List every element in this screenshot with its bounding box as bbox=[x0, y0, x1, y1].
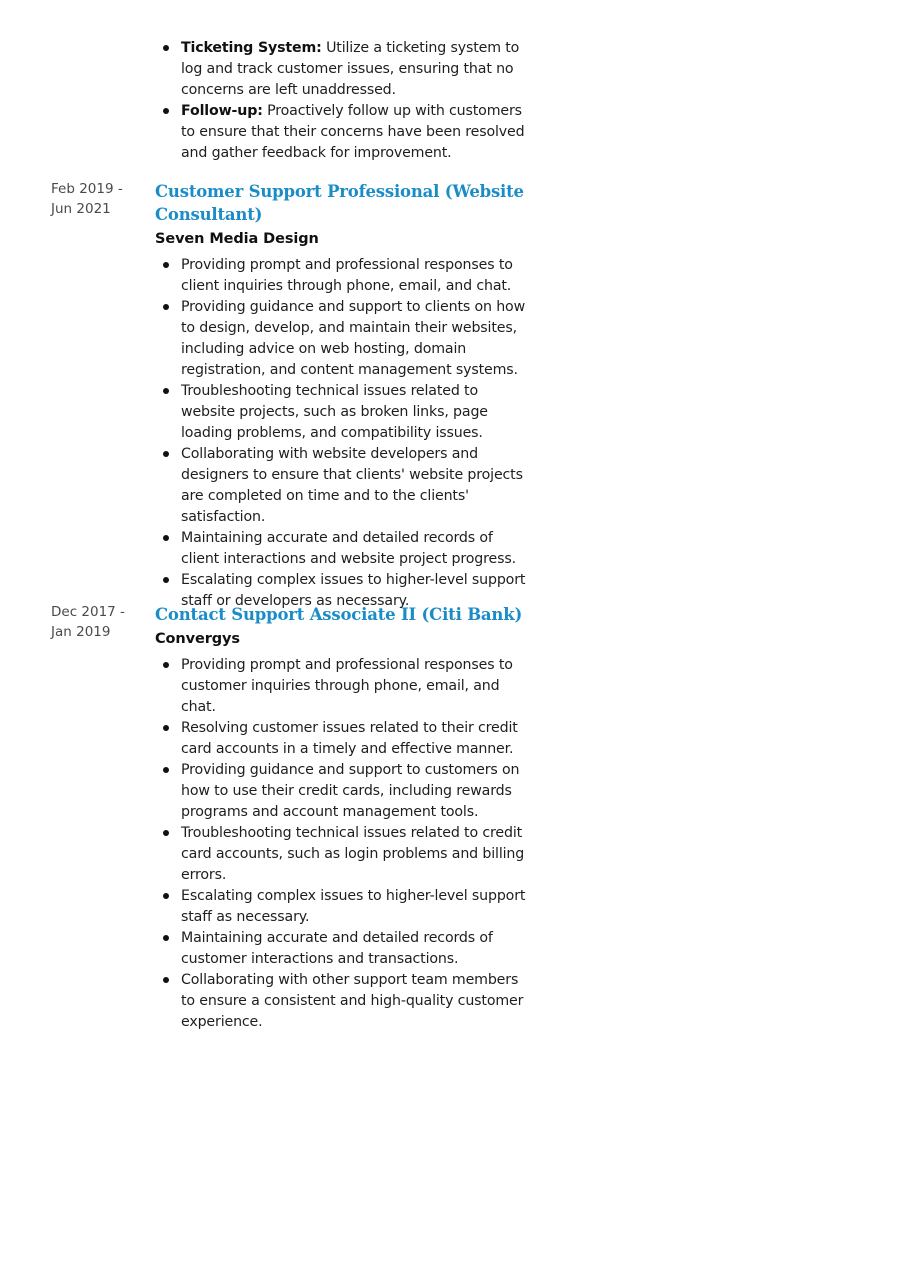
entry-body bbox=[155, 180, 535, 612]
bullet-text: Troubleshooting technical issues related to credit card accounts, such as login problems and billing errors. bbox=[181, 825, 525, 883]
continued-bullet-list bbox=[155, 38, 535, 164]
bullet-icon bbox=[163, 262, 169, 268]
date-range bbox=[51, 603, 141, 642]
bullet-icon bbox=[163, 767, 169, 773]
bullet-icon bbox=[163, 388, 169, 394]
bullet-item bbox=[155, 718, 535, 760]
date-start: Dec 2017 - bbox=[51, 604, 125, 620]
bullet-icon bbox=[163, 830, 169, 836]
bullet-text: Providing guidance and support to clients on how to design, develop, and maintain their websites, including advice on web hosting, domain registration, and content management systems. bbox=[181, 299, 526, 378]
bullet-icon bbox=[163, 451, 169, 457]
bullet-icon bbox=[163, 304, 169, 310]
bullet-text: Resolving customer issues related to their credit card accounts in a timely and effective manner. bbox=[181, 720, 518, 757]
bullet-text: Collaborating with website developers and designers to ensure that clients' website projects are completed on time and to the clients' satisfaction. bbox=[181, 446, 523, 525]
bullet-text: Escalating complex issues to higher-level support staff or developers as necessary. bbox=[181, 572, 526, 609]
date-end: Jun 2021 bbox=[51, 200, 111, 217]
bullet-icon bbox=[163, 535, 169, 541]
bullet-icon bbox=[163, 977, 169, 983]
bullet-icon bbox=[163, 662, 169, 668]
responsibility-list bbox=[155, 255, 535, 612]
date-range bbox=[51, 180, 141, 219]
bullet-icon bbox=[163, 45, 169, 51]
bullet-item bbox=[155, 255, 535, 297]
job-title: Contact Support Associate II (Citi Bank) bbox=[155, 605, 523, 624]
bullet-label: Ticketing System: bbox=[181, 40, 322, 56]
bullet-text: Utilize a ticketing system to log and track customer issues, ensuring that no concerns are left unaddressed. bbox=[181, 40, 520, 98]
company-name: Convergys bbox=[155, 631, 240, 647]
bullet-item bbox=[155, 886, 535, 928]
bullet-item bbox=[155, 928, 535, 970]
bullet-label: Follow-up: bbox=[181, 103, 263, 119]
bullet-item bbox=[155, 655, 535, 718]
bullet-icon bbox=[163, 935, 169, 941]
bullet-text: Maintaining accurate and detailed records of client interactions and website project progress. bbox=[181, 530, 516, 567]
bullet-text: Maintaining accurate and detailed records of customer interactions and transactions. bbox=[181, 930, 493, 967]
bullet-item bbox=[155, 528, 535, 570]
bullet-item bbox=[155, 38, 535, 101]
bullet-text: Providing prompt and professional responses to customer inquiries through phone, email, and chat. bbox=[181, 657, 513, 715]
company-name: Seven Media Design bbox=[155, 231, 319, 247]
bullet-item bbox=[155, 823, 535, 886]
bullet-text: Collaborating with other support team members to ensure a consistent and high-quality customer experience. bbox=[181, 972, 524, 1030]
responsibility-list bbox=[155, 655, 535, 1033]
bullet-item bbox=[155, 381, 535, 444]
bullet-icon bbox=[163, 725, 169, 731]
bullet-item bbox=[155, 444, 535, 528]
bullet-item bbox=[155, 760, 535, 823]
bullet-text: Proactively follow up with customers to ensure that their concerns have been resolved and gather feedback for improvement. bbox=[181, 103, 525, 161]
job-title: Customer Support Professional (Website Consultant) bbox=[155, 182, 524, 224]
bullet-text: Troubleshooting technical issues related to website projects, such as broken links, page loading problems, and compatibility issues. bbox=[181, 383, 488, 441]
bullet-icon bbox=[163, 893, 169, 899]
bullet-text: Escalating complex issues to higher-level support staff as necessary. bbox=[181, 888, 526, 925]
entry-body bbox=[155, 603, 535, 1033]
date-end: Jan 2019 bbox=[51, 623, 111, 640]
bullet-item bbox=[155, 970, 535, 1033]
bullet-item bbox=[155, 297, 535, 381]
date-start: Feb 2019 - bbox=[51, 181, 123, 197]
bullet-icon bbox=[163, 577, 169, 583]
bullet-text: Providing prompt and professional responses to client inquiries through phone, email, and chat. bbox=[181, 257, 513, 294]
bullet-icon bbox=[163, 108, 169, 114]
bullet-text: Providing guidance and support to customers on how to use their credit cards, including rewards programs and account management tools. bbox=[181, 762, 520, 820]
bullet-item bbox=[155, 101, 535, 164]
